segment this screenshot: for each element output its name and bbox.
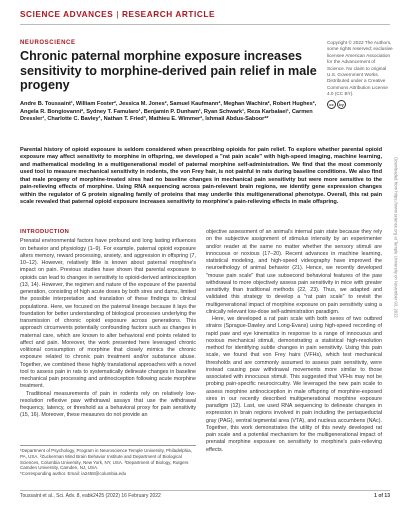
- cc-icon: cc: [327, 100, 336, 109]
- affiliation-list: ¹Department of Psychology, Program in Neuroscience Temple University, Philadelphia, PA, USA. ²Zuckerman Mind Brain Behavior Institute and Department of Biological Sciences, Columbia University, New York, NY, USA. ³Department of Biology, Rutgers Camden University, Camden, NJ, USA.: [20, 448, 192, 471]
- corresponding-author[interactable]: *Corresponding author. Email: ia2458@columbia.edu: [20, 471, 127, 477]
- affiliations: [20, 448, 196, 477]
- by-icon: by: [337, 100, 346, 109]
- citation-footer: Toussaint et al., Sci. Adv. 8, eabk2425 (2022) 16 February 2022: [20, 493, 161, 499]
- journal-header: [20, 10, 215, 19]
- body-paragraph: Traditional measurements of pain in rodents rely on relatively low-resolution reflexive paw withdrawal assays that use the withdrawal frequency, latency, or threshold as a behavioral proxy for pain sensitivity (15, 16). Moreover, these measures do not provide an: [20, 390, 196, 419]
- article-category: NEUROSCIENCE: [20, 40, 76, 46]
- page-number: 1 of 13: [374, 493, 390, 499]
- article-section: RESEARCH ARTICLE: [122, 10, 216, 19]
- copyright-text: Copyright © 2022 The Authors, some rights reserved; exclusive licensee American Association for the Advancement of Science. No claim to original U.S. Government Works. Distributed under a Creative Commons Attribution License 4.0 (CC BY).: [327, 40, 393, 97]
- journal-name: SCIENCE ADVANCES: [20, 10, 114, 19]
- copyright-notice: [327, 40, 393, 109]
- body-paragraph: Here, we developed a rat pain scale with both sexes of two outbred strains (Sprague-Dawley and Long-Evans) using high-speed recording of rapid paw and eye kinematics in response to a range of innocuous and noxious mechanical stimuli, demonstrating a statistical high-resolution method for identifying subtle changes in pain sensitivity. Using this pain scale, we found that von Frey hairs (VFHs), which test mechanical thresholds and are commonly assumed to assess pain sensitivity, were instead causing paw withdrawal movements more similar to those associated with innocuous stimuli. This suggested that VFHs may not be probing pain-specific neurocircuitry. We leveraged the new pain scale to assess morphine antinociception in male offspring of morphine-exposed sires in our recently described multigenerational morphine exposure paradigm (12). Last, we used RNA sequencing to delineate changes in expression in brain regions involved in pain including the periaqueductal gray (PAG), ventral tegmental area (VTA), and nucleus accumbens (NAc). Together, this work demonstrates the utility of this newly developed rat pain scale and a potential mechanism for the multigenerational impact of prenatal morphine exposure on sensitivity to morphine's pain-relieving effects.: [206, 316, 382, 453]
- body-column-left: [20, 229, 196, 420]
- header-separator: |: [116, 10, 120, 19]
- abstract: Parental history of opioid exposure is seldom considered when prescribing opioids for pain relief. To explore whether parental opioid exposure may affect sensitivity to morphine in offspring, we developed a "rat pain scale" with high-speed imaging, machine learning, and mathematical modeling in a multigenerational model of paternal morphine self-administration. We find that the most commonly used tool to measure mechanical sensitivity in rodents, the von Frey hair, is not painful in rats during baseline conditions. We also find that male progeny of morphine-treated sires had no baseline changes in mechanical pain sensitivity but were more sensitive to the pain-relieving effects of morphine. Using RNA sequencing across pain-relevant brain regions, we identify gene expression changes within the regulator of G protein signaling family of proteins that may underlie this multigenerational phenotype. Overall, this rat pain scale revealed that paternal opioid exposure increases sensitivity to morphine's pain-relieving effects in male offspring.: [20, 147, 382, 206]
- article-title: Chronic paternal morphine exposure increases sensitivity to morphine-derived pain relief in male progeny: [20, 49, 317, 92]
- body-paragraph: Prenatal environmental factors have profound and long lasting influences on behavior and physiology (1–9). For example, paternal opioid exposure alters memory, reward processing, anxiety, and aggression in offspring (7, 10–12). However, relatively little is known about paternal morphine's impact on pain. Previous studies have shown that parental exposure to opioids can lead to changes in sensitivity to opioid-derived antinociception (13, 14). However, the regimen and nature of the exposure of the parental generation, consisting of high acute doses by both sires and dams, limited the possible interpretation and translation of these findings to clinical populations. Here, we focused on the paternal lineage because it lays the foundation for better understanding of biological processes underlying the transmission of chronic opioid exposure across generations. This approach circumvents potentially confounding factors such as changes in maternal care, which are known to alter behavioral end points related to affect and pain. Moreover, the work presented here leveraged chronic volitional consumption of morphine that closely mimics the chronic exposure related to chronic pain treatment and/or substance abuse. Together, we combined these highly translational approaches with a novel tool to assess pain in rats to systematically delineate changes in baseline mechanical pain processing and antinociception following acute morphine treatment.: [20, 238, 196, 390]
- header-divider: [20, 24, 390, 25]
- download-side-note: [392, 90, 399, 390]
- download-note-text[interactable]: Downloaded from https://www.science.org at Temple University on November 03, 2022: [393, 157, 399, 318]
- introduction-heading: INTRODUCTION: [20, 229, 70, 235]
- footer-divider: [20, 490, 390, 491]
- body-column-right: [206, 229, 382, 454]
- cc-license-badge[interactable]: [327, 100, 346, 109]
- body-paragraph: objective assessment of an animal's internal pain state because they rely on the subjective assignment of stimulus intensity by an experimenter and/or reader at the same no matter whether the sensory stimuli are innocuous or noxious (17–20). Recent advances in machine learning, statistical modeling, and high-speed videography have improved the neuroethology of animal behavior (21). Hence, we recently developed "mouse pain scale" that use subsecond behavioral features of the paw withdrawal to more objectively assess pain sensitivity in mice with greater sensitivity than traditional methods (22, 23). Thus, we adapted and validated this strategy to develop a "rat pain scale" to revisit the multigenerational impact of morphine exposure on pain sensitivity using a clinically relevant low-dose self-administration paradigm.: [206, 229, 382, 315]
- author-list[interactable]: Andre B. Toussaint¹, William Foster², Jessica M. Jones², Samuel Kaufmann², Meghan Wachira², Robert Hughes², Angela R. Bongiovanni², Sydney T. Famularo¹, Benjamin P. Dunham¹, Ryan Schwark¹, Reza Karbalaei¹, Carmen Dressler¹, Charlotte C. Bavley¹, Nathan T. Fried³, Mathieu E. Wimmer², Ishmail Abdus-Saboor²*: [20, 101, 317, 123]
- affiliations-divider: [20, 445, 196, 446]
